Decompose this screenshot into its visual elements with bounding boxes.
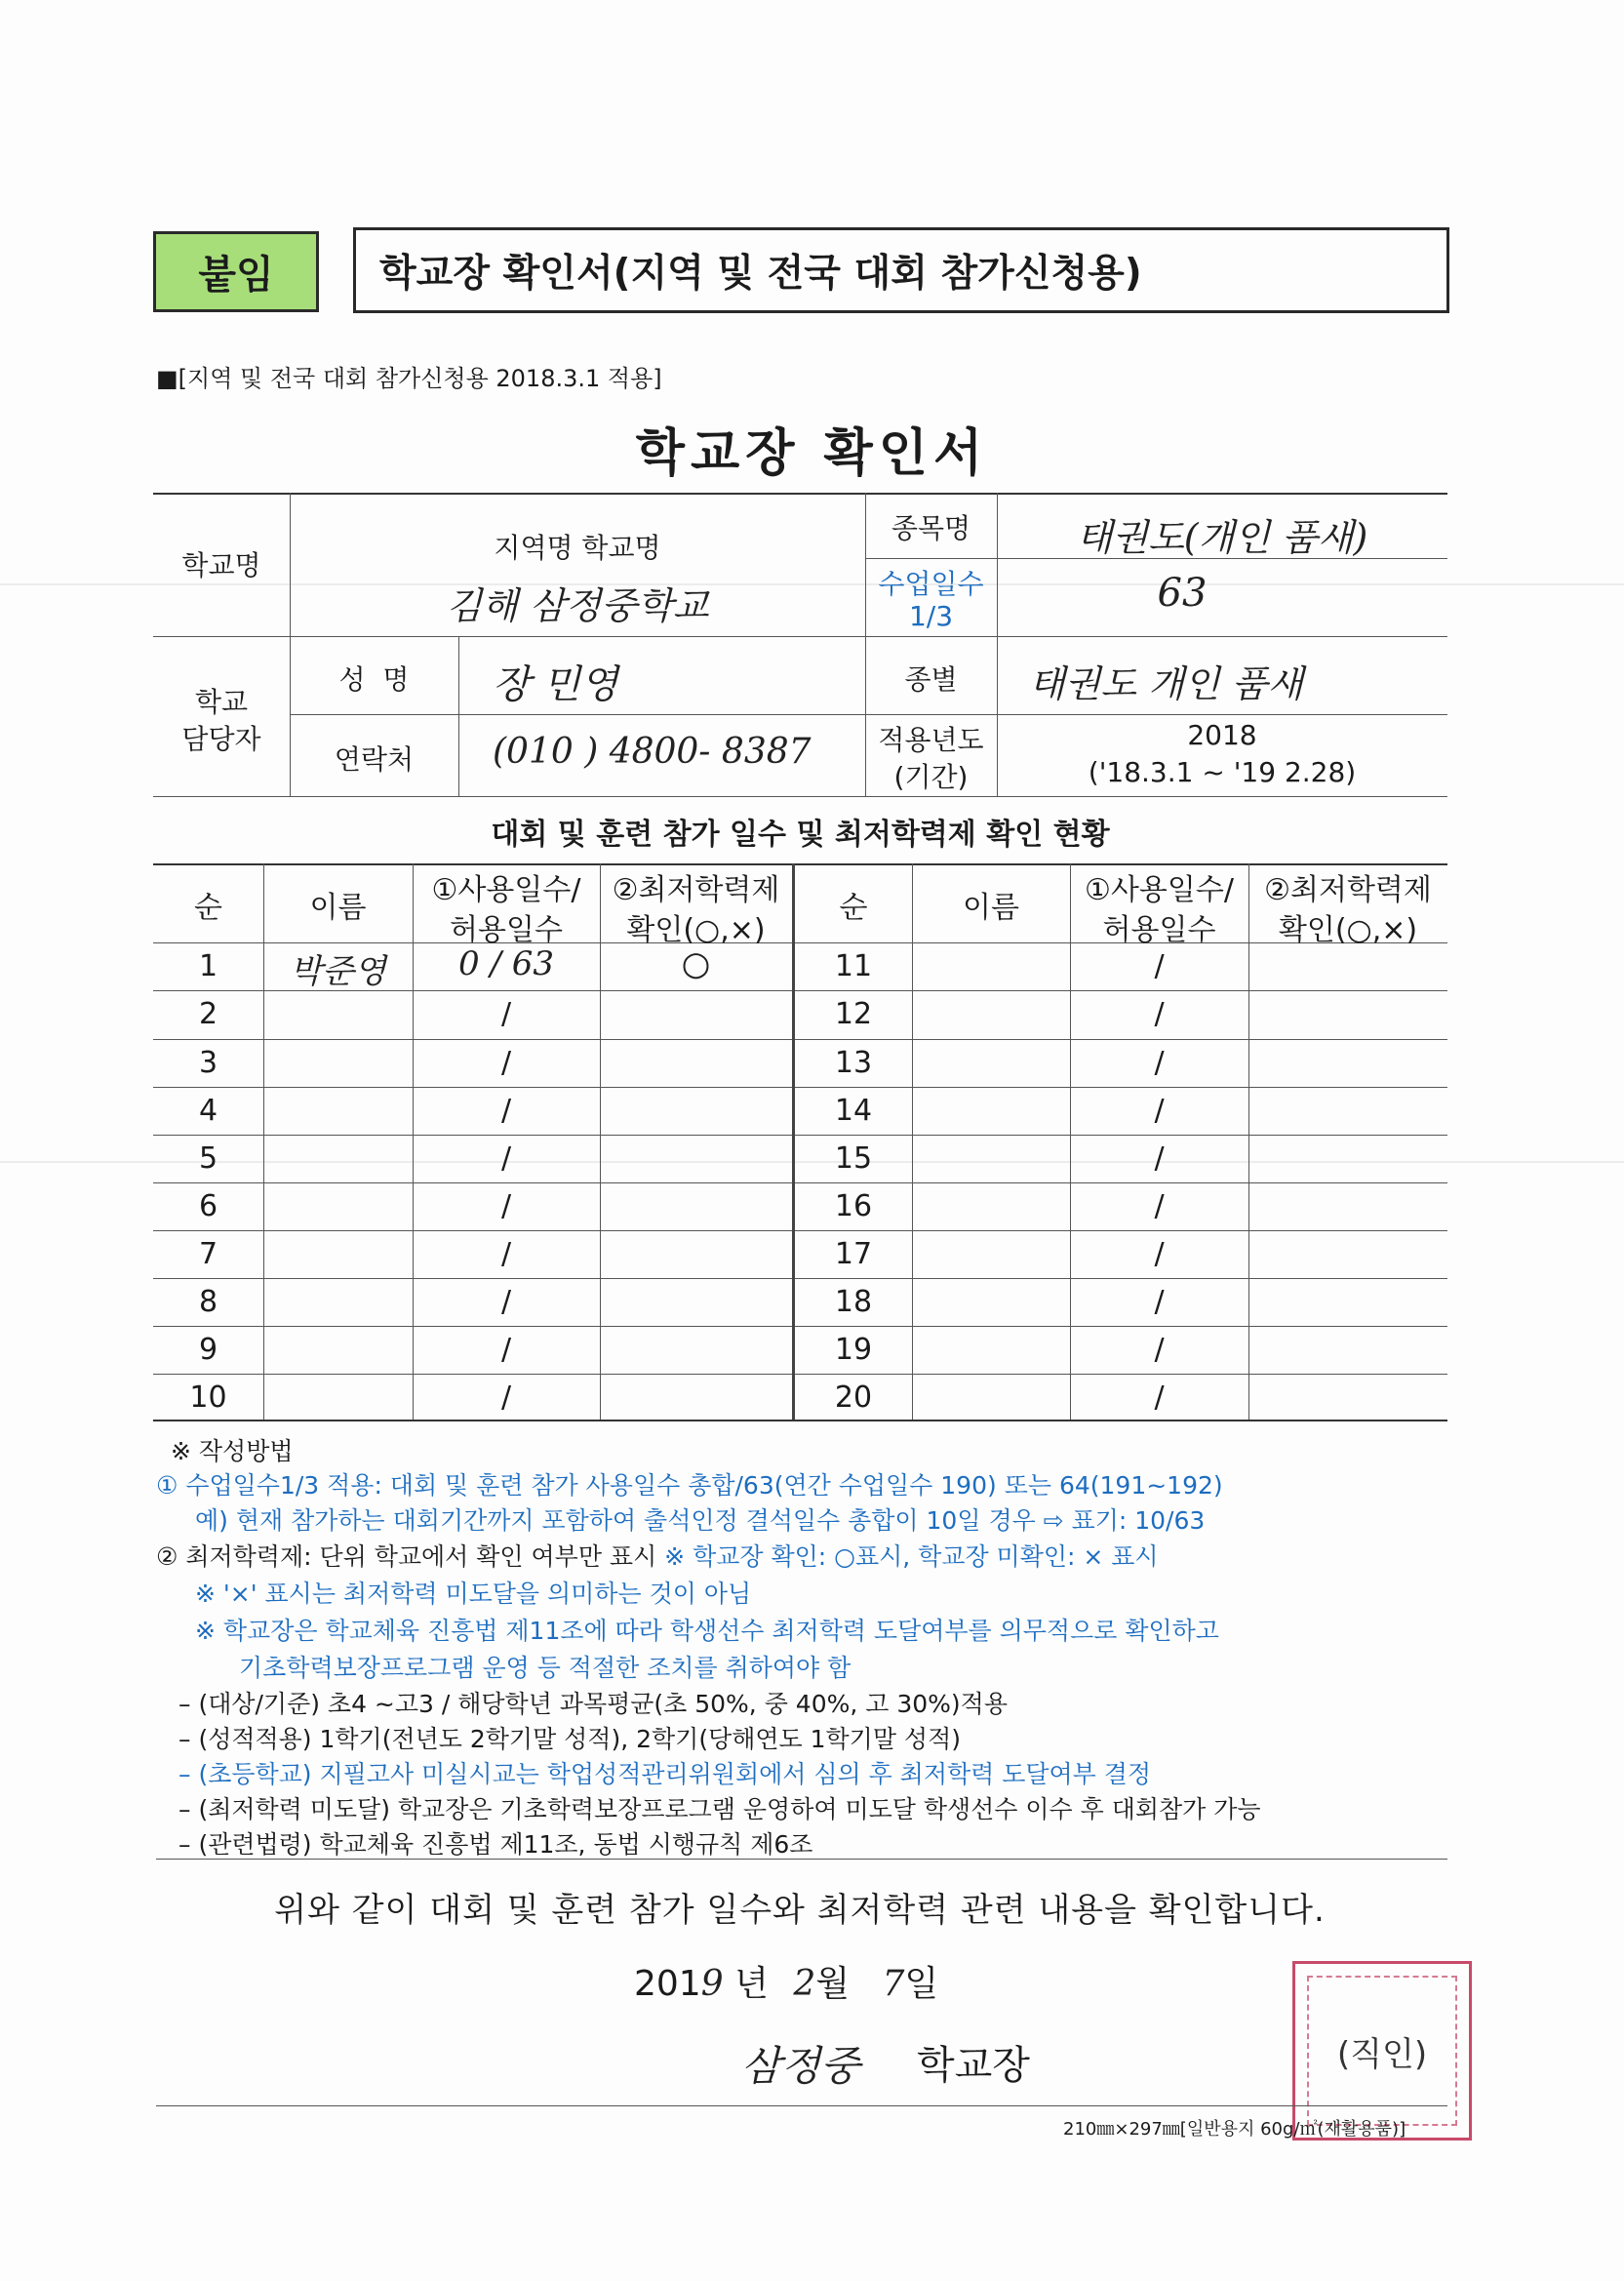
page-title: 학교장 확인서 — [635, 424, 989, 483]
note-2a-text: ② 최저학력제: 단위 학교에서 확인 여부만 표시 — [156, 1542, 665, 1571]
row-no: 17 — [834, 1237, 873, 1271]
row-no: 8 — [198, 1285, 218, 1319]
date-day: 7 — [882, 1964, 905, 2004]
row-no: 1 — [198, 949, 218, 983]
school-label: 학교명 — [181, 549, 261, 581]
signature-school: 삼정중 — [741, 2042, 860, 2090]
manager-label: 학교 — [194, 686, 249, 718]
row-no: 18 — [834, 1285, 873, 1319]
col-name-header: 이름 — [963, 891, 1019, 925]
note-2a-blue: ※ 학교장 확인: ○표시, 학교장 미확인: × 표시 — [664, 1542, 1159, 1571]
year-period-value: ('18.3.1 ~ '19 2.28) — [1088, 756, 1357, 788]
document-header-title: 학교장 확인서(지역 및 전국 대회 참가신청용) — [353, 227, 1449, 313]
year-period-label: (기간) — [893, 761, 969, 793]
contact-value: (010 ) 4800- 8387 — [493, 732, 812, 772]
row-days: / — [500, 1333, 512, 1367]
row-days: / — [500, 1141, 512, 1176]
notes-heading: ※ 작성방법 — [171, 1437, 294, 1465]
year-value: 2018 — [1187, 719, 1257, 751]
section-title: 대회 및 훈련 참가 일수 및 최저학력제 확인 현황 — [491, 818, 1110, 852]
row-no: 9 — [198, 1333, 218, 1367]
row-no: 10 — [189, 1381, 227, 1415]
note-detail-4: – (최저학력 미도달) 학교장은 기초학력보장프로그램 운영하여 미도달 학생선수 이수 후 대회참가 가능 — [178, 1795, 1261, 1823]
row-days: / — [1154, 949, 1165, 983]
col-days-header-2: 허용일수 — [1102, 913, 1216, 947]
row-days: / — [1154, 1141, 1165, 1176]
school-seal-stamp — [1292, 1961, 1472, 2141]
date-month-suffix: 월 — [815, 1964, 850, 2004]
row-no: 2 — [198, 997, 218, 1031]
row-days: / — [1154, 997, 1165, 1031]
row-no: 14 — [834, 1094, 873, 1128]
col-check-header: ②최저학력제 — [1264, 873, 1432, 907]
row-days: / — [500, 1189, 512, 1223]
col-no-header: 순 — [194, 891, 222, 925]
school-days-value: 63 — [1157, 571, 1208, 616]
note-2b: ※ '×' 표시는 최저학력 미도달을 의미하는 것이 아님 — [195, 1580, 752, 1608]
note-1b: 예) 현재 참가하는 대회기간까지 포함하여 출석인정 결석일수 총합이 10일 경우 ⇨ 표기: 10/63 — [195, 1506, 1206, 1535]
date-day-suffix: 일 — [904, 1964, 939, 2004]
year-label: 적용년도 — [878, 724, 984, 756]
row-no: 20 — [834, 1381, 873, 1415]
date-year-suffix: 년 — [734, 1964, 769, 2004]
col-check-header-2: 확인(○,×) — [626, 913, 766, 947]
manager-name-value: 장 민영 — [493, 662, 618, 707]
row-days: 0 / 63 — [458, 944, 554, 983]
manager-name-label: 성 명 — [338, 663, 410, 696]
row-days: / — [1154, 1046, 1165, 1080]
row-no: 11 — [834, 949, 873, 983]
row-no: 3 — [198, 1046, 218, 1080]
row-days: / — [1154, 1237, 1165, 1271]
event-label: 종목명 — [891, 512, 971, 544]
row-no: 7 — [198, 1237, 218, 1271]
row-no: 13 — [834, 1046, 873, 1080]
note-detail-5: – (관련법령) 학교체육 진흥법 제11조, 동법 시행규칙 제6조 — [178, 1830, 813, 1859]
row-no: 15 — [834, 1141, 873, 1176]
subheader: ■[지역 및 전국 대회 참가신청용 2018.3.1 적용] — [156, 365, 662, 392]
row-days: / — [500, 997, 512, 1031]
school-name-value: 김해 삼정중학교 — [446, 584, 709, 627]
col-no-header: 순 — [839, 891, 868, 925]
date-month: 2 — [793, 1964, 816, 2004]
date — [634, 1956, 938, 2006]
row-no: 16 — [834, 1189, 873, 1223]
row-no: 4 — [198, 1094, 218, 1128]
row-no: 5 — [198, 1141, 218, 1176]
col-name-header: 이름 — [309, 891, 367, 925]
note-2a — [156, 1538, 1159, 1573]
manager-label-2: 담당자 — [181, 723, 261, 755]
paper-spec-footer: 210㎜×297㎜[일반용지 60g/㎡(재활용품)] — [1063, 2119, 1406, 2140]
row-no: 19 — [834, 1333, 873, 1367]
row-no: 12 — [834, 997, 873, 1031]
seal-text: (직인) — [1336, 2034, 1428, 2074]
contact-label: 연락처 — [334, 743, 415, 776]
signature-title: 학교장 — [917, 2043, 1030, 2088]
col-days-header: ①사용일수/ — [431, 873, 581, 907]
note-detail-1: – (대상/기준) 초4 ~고3 / 해당학년 과목평균(초 50%, 중 40%, 고 30%)적용 — [178, 1690, 1008, 1718]
type-label: 종별 — [904, 663, 958, 696]
row-check: ○ — [681, 944, 711, 983]
row-days: / — [500, 1094, 512, 1128]
school-days-fraction: 1/3 — [908, 600, 954, 632]
note-2c: ※ 학교장은 학교체육 진흥법 제11조에 따라 학생선수 최저학력 도달여부를 의무적으로 확인하고 — [195, 1617, 1219, 1645]
confirmation-text: 위와 같이 대회 및 훈련 참가 일수와 최저학력 관련 내용을 확인합니다. — [274, 1891, 1326, 1930]
date-year-prefix: 201 — [634, 1964, 701, 2004]
col-days-header: ①사용일수/ — [1085, 873, 1234, 907]
row-days: / — [500, 1237, 512, 1271]
note-detail-3: – (초등학교) 지필고사 미실시교는 학업성적관리위원회에서 심의 후 최저학력 도달여부 결정 — [178, 1760, 1152, 1788]
note-2d: 기초학력보장프로그램 운영 등 적절한 조치를 취하여야 함 — [239, 1654, 852, 1682]
row-days: / — [1154, 1285, 1165, 1319]
event-value: 태권도(개인 품새) — [1076, 516, 1368, 559]
row-days: / — [1154, 1333, 1165, 1367]
row-days: / — [500, 1381, 512, 1415]
type-value: 태권도 개인 품새 — [1029, 662, 1304, 705]
col-check-header: ②최저학력제 — [612, 873, 780, 907]
row-days: / — [1154, 1189, 1165, 1223]
note-1a: ① 수업일수1/3 적용: 대회 및 훈련 참가 사용일수 총합/63(연간 수업일수 190) 또는 64(191~192) — [156, 1471, 1223, 1500]
note-detail-2: – (성적적용) 1학기(전년도 2학기말 성적), 2학기(당해연도 1학기말 성적) — [178, 1725, 961, 1753]
attachment-tag: 붙임 — [153, 231, 319, 312]
row-name: 박준영 — [290, 952, 386, 991]
region-school-label: 지역명 학교명 — [494, 532, 661, 564]
row-days: / — [500, 1046, 512, 1080]
school-days-label: 수업일수 — [878, 568, 984, 600]
row-days: / — [500, 1285, 512, 1319]
date-year-hand: 9 — [700, 1964, 724, 2004]
row-days: / — [1154, 1381, 1165, 1415]
row-no: 6 — [198, 1189, 218, 1223]
col-days-header-2: 허용일수 — [450, 913, 563, 947]
col-check-header-2: 확인(○,×) — [1278, 913, 1418, 947]
row-days: / — [1154, 1094, 1165, 1128]
